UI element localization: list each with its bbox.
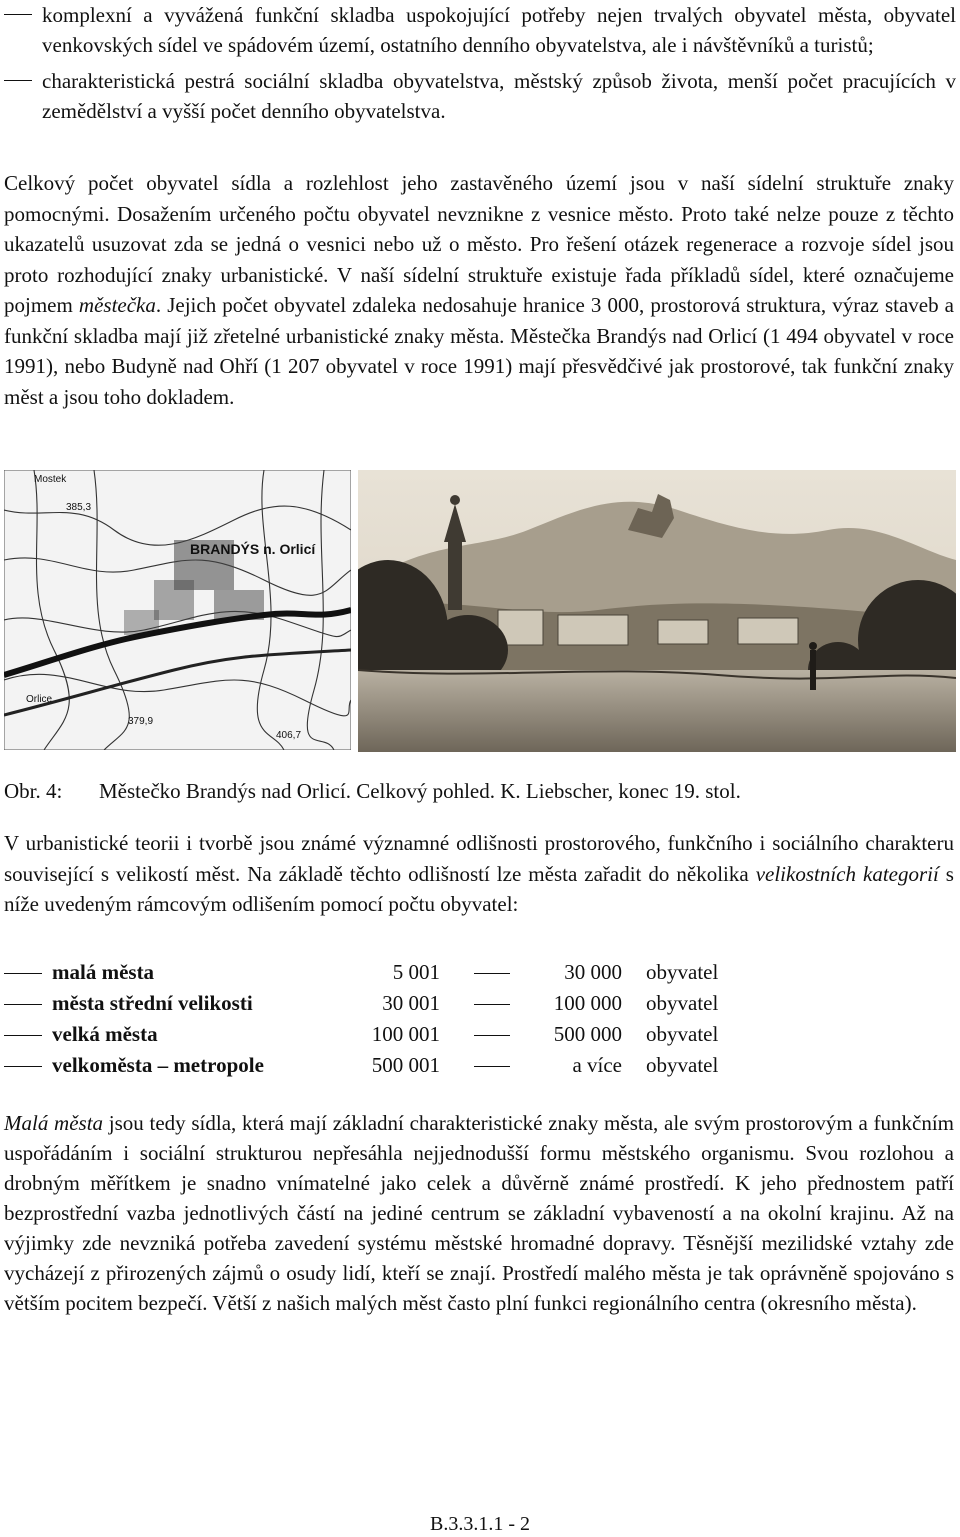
map-label: 406,7 [276,730,302,741]
range-to: 100 000 [553,991,622,1015]
dash-marker [4,973,42,974]
bullet-list [4,0,956,126]
map-label: 385,3 [66,502,92,513]
dash-marker [4,1066,42,1067]
dash-marker [4,14,32,15]
table-row [4,988,764,1019]
range-unit: obyvatel [646,1022,719,1046]
range-unit: obyvatel [646,991,719,1015]
bullet-text: komplexní a vyvážená funkční skladba uspokojující potřeby nejen trvalých obyvatel města, obyvatel venkovských sídel ve spádovém území, ostatního denního obyvatelstva, ale i návštěvníků a turistů; [42,3,956,57]
paragraph-small-towns [4,1108,954,1318]
category-name: velkoměsta – metropole [52,1053,264,1077]
range-unit: obyvatel [646,1053,719,1077]
paragraph-population [4,168,954,412]
table-row [4,1019,764,1050]
range-from: 500 001 [371,1053,440,1077]
paragraph-categories [4,828,954,920]
dash-marker [4,80,32,81]
caption-text: Městečko Brandýs nad Orlicí. Celkový pohled. K. Liebscher, konec 19. stol. [99,779,741,803]
caption-label: Obr. 4: [4,779,63,803]
range-from: 30 001 [382,991,440,1015]
table-row [4,1050,764,1081]
landscape-painting-figure [358,470,956,752]
figure-caption [4,776,741,806]
range-to: 30 000 [564,960,622,984]
category-name: malá města [52,960,155,984]
range-to: 500 000 [553,1022,622,1046]
paragraph-text: Celkový počet obyvatel sídla a rozlehlost jeho zastavěného území jsou v naší sídelní struktuře znaky pomocnými. Dosažením určeného počtu obyvatel nevznikne z vesnice město. Proto také nelze pouze z těchto ukazatelů usuzovat zda se jedná o vesnici nebo už o město. Pro řešení otázek regenerace a rozvoje sídel jsou proto rozhodující znaky urbanistické. V naší sídelní struktuře existuje řada příkladů sídel, které označujeme pojmem [4,171,954,317]
table-row [4,957,764,988]
page-number [0,1513,960,1536]
page-number-text: B.3.3.1.1 - 2 [430,1513,530,1535]
paragraph-text: jsou tedy sídla, která mají základní charakteristické znaky města, ale svým prostorovým a funkčním uspořádáním i sociální strukturou nepřesáhla nejjednodušší formu městského organismu. Svou rozlohou a drobným měřítkem je snadno vnímatelné jako celek a důvěrně známé prostředí. K jeho přednostem patří bezprostřední vazba jednotlivých částí na jediné centrum se základní vybaveností a na okolní krajinu. Až na výjimky zde nevzniká potřeba zavedení systému městské hromadné dopravy. Těsnější mezilidské vztahy zde vycházejí z přirozených zájmů o osudy lidí, kteří se znají. Prostředí malého města je tak oprávněně spojováno s větším pocitem bezpečí. Větší z našich malých měst často plní funkci regionálního centra (okresního města). [4,1111,954,1315]
emphasis-term: velikostních kategorií [755,861,939,886]
size-category-table [4,957,764,1081]
map-label: BRANDÝS n. Orlicí [190,541,316,557]
paragraph-text: V urbanistické teorii i tvorbě jsou známé významné odlišnosti prostorového, funkčního i sociálního charakteru související s velikostí měst. Na základě těchto odlišností lze města zařadit do několika [4,831,954,886]
category-name: města střední velikosti [52,991,253,1015]
dash-marker [4,1004,42,1005]
bullet-item [4,0,956,60]
paragraph-text: s níže uvedeným rámcovým odlišením pomocí počtu obyvatel: [4,861,954,916]
emphasis-term: Malá města [4,1111,104,1135]
range-to: a více [572,1053,622,1077]
map-label: Mostek [34,474,67,485]
bullet-item [4,66,956,126]
map-label: 379,9 [128,716,154,727]
paragraph-text: . Jejich počet obyvatel zdaleka nedosahuje hranice 3 000, prostorová struktura, výraz staveb a funkční skladba mají již zřetelné urbanistické znaky města. Městečka Brandýs nad Orlicí (1 494 obyvatel v roce 1991), nebo Budyně nad Ohří (1 207 obyvatel v roce 1991) mají přesvědčivé jak prostorové, tak funkční znaky měst a jsou toho dokladem. [4,293,954,409]
figure-row [4,470,956,752]
map-label: Orlice [26,694,53,705]
range-unit: obyvatel [646,960,719,984]
range-from: 100 001 [371,1022,440,1046]
town-map-figure [4,470,351,750]
emphasis-term: městečka [78,293,156,317]
category-name: velká města [52,1022,158,1046]
range-from: 5 001 [392,960,440,984]
dash-marker [4,1035,42,1036]
bullet-text: charakteristická pestrá sociální skladba obyvatelstva, městský způsob života, menší počet pracujících v zemědělství a vyšší počet denního obyvatelstva. [42,69,956,123]
